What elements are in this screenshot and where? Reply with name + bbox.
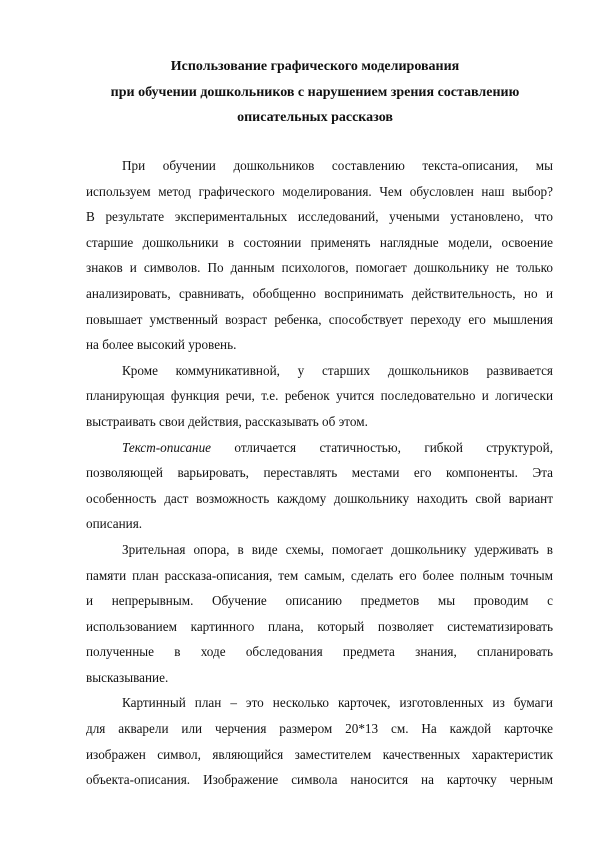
paragraph-line: использованием картинного плана, который позволяет систематизировать [86,618,553,634]
paragraph-line: позволяющей варьировать, переставлять местами его компоненты. Эта [86,465,553,481]
paragraph-line: памяти план рассказа-описания, тем самым, сделать его более полным точным [86,567,553,583]
paragraph-line: изображен символ, являющийся заместителем качественных характеристик [86,746,553,762]
paragraph-4 [86,537,553,691]
paragraph-line: особенность даст возможность каждому дошкольнику находить свой вариант [86,490,553,506]
paragraph-line: повышает умственный возраст ребенка, способствует переходу его мышления [86,311,553,327]
document-body [86,153,553,793]
paragraph-line: высказывание. [86,669,169,685]
paragraph-line: Кроме коммуникативной, у старших дошкольников развивается [122,362,553,378]
paragraph-line: Зрительная опора, в виде схемы, помогает дошкольнику удерживать в [122,541,553,557]
paragraph-1 [86,153,553,358]
title-line-2: при обучении дошкольников с нарушением зрения составлению [110,84,520,100]
paragraph-5 [86,690,553,792]
paragraph-line: При обучении дошкольников составлению текста-описания, мы [122,158,553,173]
paragraph-line: Картинный план – это несколько карточек, изготовленных из бумаги [122,695,553,711]
title-line-3: описательных рассказов [237,110,393,125]
paragraph-line: и непрерывным. Обучение описанию предметов мы проводим с [86,593,553,609]
paragraph-line: планирующая функция речи, т.е. ребенок учится последовательно и логически [86,388,553,404]
paragraph-line-text: отличается статичностью, гибкой структурой, [234,439,553,455]
paragraph-line: старшие дошкольники в состоянии применять наглядные модели, освоение [86,234,553,250]
paragraph-line [86,435,553,461]
paragraph-line: анализировать, сравнивать, обобщенно воспринимать действительность, но и [86,285,553,301]
paragraph-line: выстраивать свои действия, рассказывать об этом. [86,413,368,429]
paragraph-line: на более высокий уровень. [86,337,237,353]
paragraph-line: для акварели или черчения размером 20*13 см. На каждой карточке [86,721,553,737]
paragraph-line: полученные в ходе обследования предмета знания, спланировать [86,644,553,660]
paragraph-line: используем метод графического моделирования. Чем обусловлен наш выбор? [86,183,553,199]
title-line-1: Использование графического моделирования [170,59,460,74]
paragraph-line: описания. [86,516,143,532]
document-title [60,54,570,131]
paragraph-2 [86,358,553,435]
paragraph-3 [86,435,553,537]
emphasis-term: Текст-описание [122,439,212,455]
paragraph-line: В результате экспериментальных исследований, учеными установлено, что [86,209,553,225]
paragraph-line: объекта-описания. Изображение символа наносится на карточку черным [86,772,553,788]
paragraph-line: знаков и символов. По данным психологов, помогает дошкольнику не только [86,260,553,276]
